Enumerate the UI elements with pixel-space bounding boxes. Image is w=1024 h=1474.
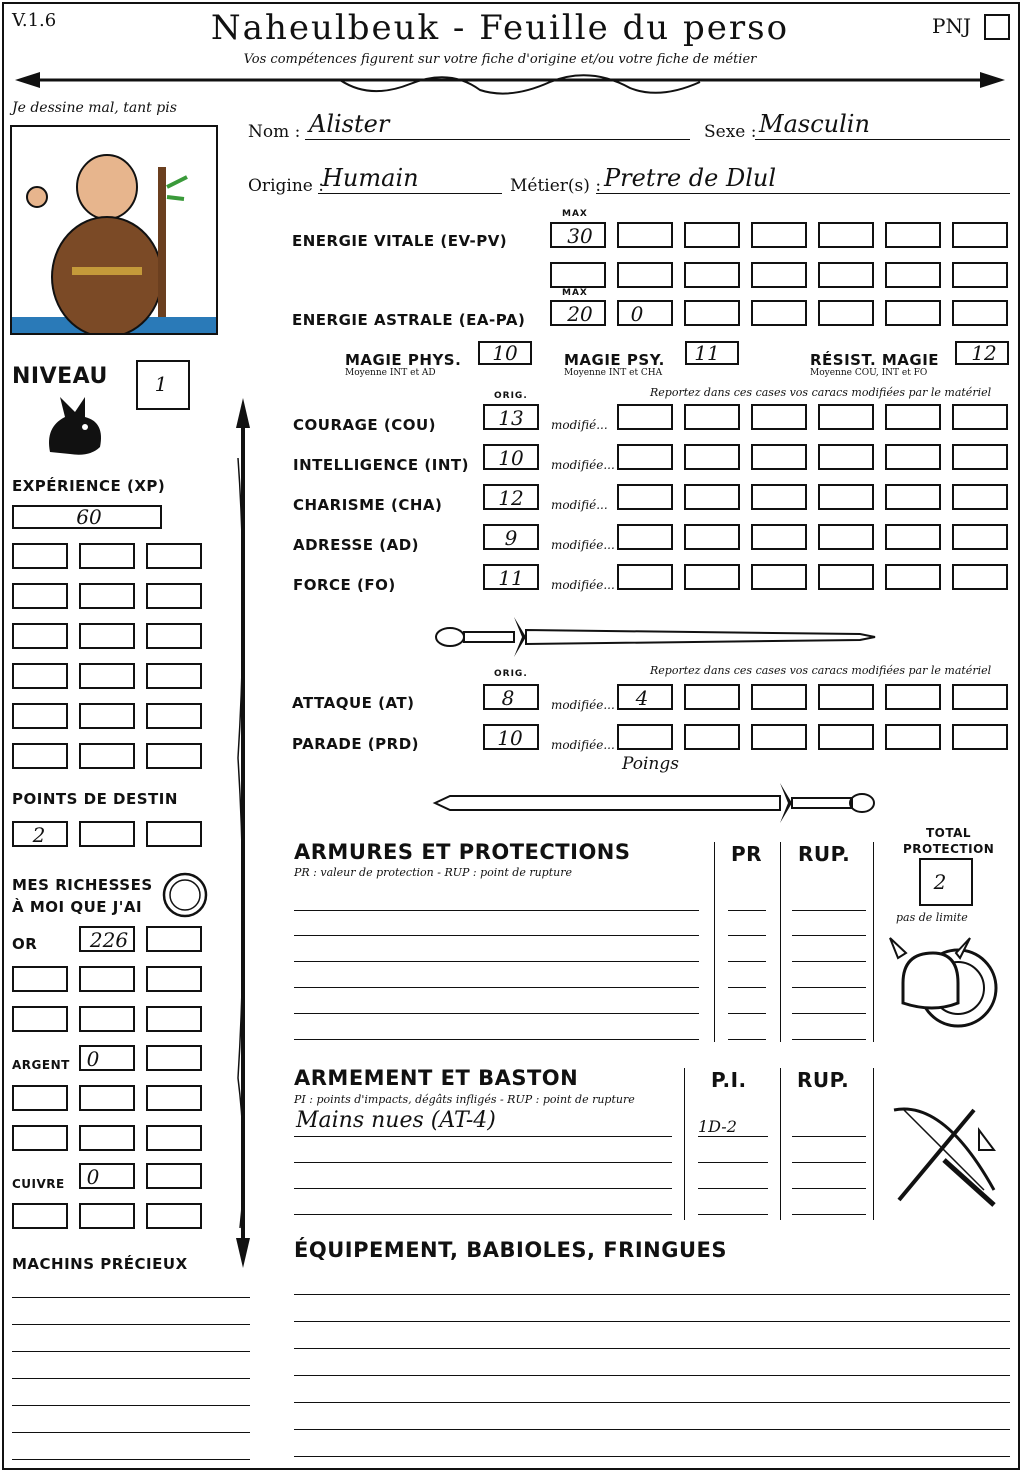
stat-mod-box[interactable] (818, 524, 874, 550)
magic-phys-value: 10 (492, 341, 518, 365)
parade-mod-box[interactable] (684, 724, 740, 750)
resist-magic-note: Moyenne COU, INT et FO (810, 368, 928, 378)
stat-mod-label: modifié... (551, 418, 608, 432)
stat-mod-box[interactable] (751, 564, 807, 590)
machins-line[interactable] (12, 1351, 250, 1352)
weapons-pi-header: P.I. (711, 1068, 747, 1092)
ev-box[interactable] (751, 222, 807, 248)
sword-icon (430, 778, 880, 828)
stat-mod-box[interactable] (885, 404, 941, 430)
stat-mod-label: modifiée... (551, 578, 615, 592)
parade-mod-box[interactable] (952, 724, 1008, 750)
stat-mod-box[interactable] (617, 404, 673, 430)
attack-mod-box[interactable] (885, 684, 941, 710)
stat-mod-box[interactable] (952, 444, 1008, 470)
argent-label: ARGENT (12, 1058, 70, 1072)
equipment-line[interactable] (294, 1348, 1010, 1349)
stat-mod-box[interactable] (617, 444, 673, 470)
money-box[interactable] (12, 1006, 68, 1032)
machins-label: MACHINS PRÉCIEUX (12, 1255, 188, 1273)
stat-mod-label: modifiée... (551, 538, 615, 552)
armor-line[interactable] (294, 910, 699, 911)
parade-mod-box[interactable] (818, 724, 874, 750)
stat-mod-box[interactable] (952, 564, 1008, 590)
ev-max-box[interactable] (550, 222, 606, 248)
stat-orig-box[interactable] (483, 564, 539, 590)
stat-orig-value: 10 (498, 446, 524, 470)
destin-value: 2 (32, 823, 46, 847)
portrait-frame (10, 125, 218, 335)
stat-mod-box[interactable] (818, 484, 874, 510)
stat-label: ADRESSE (AD) (293, 536, 420, 554)
xp-box[interactable] (79, 703, 135, 729)
stat-orig-box[interactable] (483, 524, 539, 550)
parade-mod-box[interactable] (885, 724, 941, 750)
portrait-caption: Je dessine mal, tant pis (12, 100, 177, 116)
stat-label: COURAGE (COU) (293, 416, 437, 434)
stat-mod-box[interactable] (818, 564, 874, 590)
stat-orig-box[interactable] (483, 484, 539, 510)
stat-mod-box[interactable] (684, 524, 740, 550)
magic-psy-note: Moyenne INT et CHA (564, 368, 663, 378)
name-label: Nom : (248, 122, 301, 142)
xp-box[interactable] (12, 543, 68, 569)
weapon-1-name: Mains nues (AT-4) (296, 1108, 496, 1133)
armor-pr-line[interactable] (728, 1039, 766, 1040)
armor-line[interactable] (294, 1039, 699, 1040)
parade-mod-box[interactable] (751, 724, 807, 750)
no-limit-note: pas de limite (896, 911, 968, 924)
machins-line[interactable] (12, 1324, 250, 1325)
attack-mod-box[interactable] (952, 684, 1008, 710)
or-value: 226 (89, 928, 129, 952)
ev-box[interactable] (550, 262, 606, 288)
xp-box[interactable] (12, 663, 68, 689)
stat-orig-value: 12 (498, 486, 524, 510)
ea-label: ENERGIE ASTRALE (EA-PA) (292, 311, 526, 329)
cuivre-box[interactable] (79, 1203, 135, 1229)
attack-orig-value: 8 (501, 686, 515, 710)
weapon-1-pi: 1D-2 (698, 1117, 737, 1136)
weapon-pi-line[interactable] (698, 1214, 768, 1215)
stat-mod-box[interactable] (885, 564, 941, 590)
stat-mod-box[interactable] (818, 444, 874, 470)
weapon-line[interactable] (294, 1136, 672, 1137)
equipment-line[interactable] (294, 1429, 1010, 1430)
destin-box[interactable] (79, 821, 135, 847)
poings-note: Poings (622, 754, 679, 774)
armor-pr-line[interactable] (728, 935, 766, 936)
weapon-pi-line[interactable] (698, 1188, 768, 1189)
attack-orig-box[interactable] (483, 684, 539, 710)
weapon-pi-line[interactable] (698, 1136, 768, 1137)
combat-report-note: Reportez dans ces cases vos caracs modifiées par le matériel (650, 664, 992, 677)
ev-box[interactable] (818, 262, 874, 288)
ea-max-box[interactable] (550, 300, 606, 326)
ea-box[interactable] (617, 300, 673, 326)
job-field[interactable] (596, 166, 1010, 194)
name-value: Alister (309, 110, 390, 138)
armor-line[interactable] (294, 961, 699, 962)
xp-box[interactable] (146, 703, 202, 729)
attack-mod-box[interactable] (818, 684, 874, 710)
equipment-line[interactable] (294, 1375, 1010, 1376)
xp-box[interactable] (146, 663, 202, 689)
ea-box[interactable] (885, 300, 941, 326)
xp-box[interactable] (79, 543, 135, 569)
armor-divider (873, 842, 874, 1042)
armor-line[interactable] (294, 935, 699, 936)
xp-box[interactable] (146, 743, 202, 769)
armor-rup-line[interactable] (792, 935, 866, 936)
equipment-title: ÉQUIPEMENT, BABIOLES, FRINGUES (294, 1238, 727, 1262)
weapons-rup-header: RUP. (797, 1068, 850, 1092)
cuivre-label: CUIVRE (12, 1177, 65, 1191)
sex-value: Masculin (759, 110, 870, 138)
subtitle: Vos compétences figurent sur votre fiche d'origine et/ou votre fiche de métier (243, 52, 757, 67)
ev-max-value: 30 (567, 224, 593, 248)
money-box[interactable] (12, 1125, 68, 1151)
magic-psy-label: MAGIE PSY. (564, 351, 665, 369)
weapon-line[interactable] (294, 1188, 672, 1189)
stat-mod-box[interactable] (684, 444, 740, 470)
equipment-line[interactable] (294, 1294, 1010, 1295)
ev-box[interactable] (684, 262, 740, 288)
or-box[interactable] (79, 926, 135, 952)
weapons-divider (684, 1068, 685, 1220)
sex-field[interactable] (755, 112, 1010, 140)
cuivre-box[interactable] (12, 1203, 68, 1229)
weapon-pi-line[interactable] (698, 1162, 768, 1163)
argent-value: 0 (86, 1047, 100, 1071)
ea-max-label: MAX (562, 288, 588, 298)
money-box[interactable] (79, 1006, 135, 1032)
stat-label: INTELLIGENCE (INT) (293, 456, 469, 474)
magic-phys-label: MAGIE PHYS. (345, 351, 462, 369)
origin-value: Humain (322, 164, 419, 192)
machins-line[interactable] (12, 1297, 250, 1298)
equipment-line[interactable] (294, 1402, 1010, 1403)
total-protection-box[interactable] (919, 858, 973, 906)
armor-title: ARMURES ET PROTECTIONS (294, 840, 631, 864)
attack-mod-value: 4 (635, 686, 649, 710)
npc-label: PNJ (932, 14, 971, 38)
stat-mod-box[interactable] (684, 404, 740, 430)
xp-box[interactable] (12, 623, 68, 649)
weapon-line[interactable] (294, 1214, 672, 1215)
version-label: V.1.6 (12, 10, 57, 31)
stat-mod-box[interactable] (952, 524, 1008, 550)
stat-mod-box[interactable] (617, 524, 673, 550)
ev-box[interactable] (751, 262, 807, 288)
or-box[interactable] (146, 926, 202, 952)
weapon-line[interactable] (294, 1162, 672, 1163)
xp-box[interactable] (12, 743, 68, 769)
stat-mod-box[interactable] (818, 404, 874, 430)
armor-line[interactable] (294, 1013, 699, 1014)
magic-phys-note: Moyenne INT et AD (345, 368, 436, 378)
weapon-rup-line[interactable] (792, 1214, 866, 1215)
ev-box[interactable] (617, 222, 673, 248)
ev-box[interactable] (952, 222, 1008, 248)
ea-box[interactable] (684, 300, 740, 326)
richesses-label-2: À MOI QUE J'AI (12, 898, 143, 916)
dragon-icon (40, 392, 110, 462)
armor-pr-header: PR (731, 842, 763, 866)
ev-box[interactable] (684, 222, 740, 248)
stat-mod-label: modifiée... (551, 458, 615, 472)
machins-line[interactable] (12, 1459, 250, 1460)
npc-checkbox[interactable] (984, 14, 1010, 40)
job-value: Pretre de Dlul (604, 164, 777, 192)
money-box[interactable] (79, 1125, 135, 1151)
job-label: Métier(s) : (510, 176, 602, 196)
parade-orig-value: 10 (497, 726, 523, 750)
stat-mod-box[interactable] (751, 524, 807, 550)
monk-portrait-icon (12, 127, 216, 333)
armor-rup-header: RUP. (798, 842, 851, 866)
money-box[interactable] (12, 1085, 68, 1111)
sex-label: Sexe : (704, 122, 757, 142)
armor-pr-line[interactable] (728, 961, 766, 962)
armor-rup-line[interactable] (792, 1039, 866, 1040)
armor-divider (780, 842, 781, 1042)
page-title: Naheulbeuk - Feuille du perso (210, 8, 790, 48)
ea-current-value: 0 (630, 302, 644, 326)
parade-mod-box[interactable] (617, 724, 673, 750)
destin-box[interactable] (12, 821, 68, 847)
money-box[interactable] (146, 1125, 202, 1151)
stat-mod-box[interactable] (617, 564, 673, 590)
weapon-rup-line[interactable] (792, 1136, 866, 1137)
stat-mod-box[interactable] (885, 524, 941, 550)
ev-box[interactable] (885, 222, 941, 248)
or-label: OR (12, 935, 38, 953)
total-protection-label-2: PROTECTION (903, 842, 995, 856)
xp-box[interactable] (79, 583, 135, 609)
stat-mod-box[interactable] (617, 484, 673, 510)
sword-icon (430, 612, 880, 662)
ea-box[interactable] (751, 300, 807, 326)
stat-mod-box[interactable] (751, 404, 807, 430)
ev-label: ENERGIE VITALE (EV-PV) (292, 232, 508, 250)
cuivre-value: 0 (86, 1165, 100, 1189)
weapons-icon (884, 1090, 1004, 1220)
argent-box[interactable] (146, 1045, 202, 1071)
destin-label: POINTS DE DESTIN (12, 790, 178, 808)
stat-mod-box[interactable] (885, 444, 941, 470)
origin-field[interactable] (318, 166, 502, 194)
spear-icon (228, 398, 258, 1268)
magic-psy-box[interactable] (685, 341, 739, 365)
xp-box[interactable] (12, 505, 162, 529)
money-box[interactable] (12, 966, 68, 992)
resist-magic-label: RÉSIST. MAGIE (810, 351, 940, 369)
armor-note: PR : valeur de protection - RUP : point de rupture (294, 866, 572, 879)
resist-magic-value: 12 (971, 341, 997, 365)
attack-mod-label: modifiée... (551, 698, 615, 712)
armor-rup-line[interactable] (792, 987, 866, 988)
magic-phys-box[interactable] (478, 341, 532, 365)
machins-line[interactable] (12, 1432, 250, 1433)
weapons-note: PI : points d'impacts, dégâts infligés - RUP : point de rupture (294, 1093, 635, 1106)
xp-box[interactable] (146, 623, 202, 649)
spear-divider-icon (10, 62, 1010, 102)
stat-mod-label: modifié... (551, 498, 608, 512)
money-box[interactable] (146, 1006, 202, 1032)
machins-line[interactable] (12, 1378, 250, 1379)
xp-value: 60 (76, 505, 102, 529)
money-box[interactable] (146, 966, 202, 992)
ea-box[interactable] (818, 300, 874, 326)
xp-box[interactable] (146, 543, 202, 569)
stat-mod-box[interactable] (684, 484, 740, 510)
stats-orig-label: ORIG. (494, 391, 528, 401)
stat-mod-box[interactable] (751, 444, 807, 470)
cuivre-box[interactable] (146, 1163, 202, 1189)
stat-orig-box[interactable] (483, 444, 539, 470)
weapon-rup-line[interactable] (792, 1188, 866, 1189)
origin-label: Origine : (248, 176, 324, 196)
resist-magic-box[interactable] (955, 341, 1009, 365)
money-box[interactable] (79, 1085, 135, 1111)
parade-label: PARADE (PRD) (292, 735, 420, 753)
armor-rup-line[interactable] (792, 961, 866, 962)
xp-box[interactable] (79, 743, 135, 769)
stat-mod-box[interactable] (885, 484, 941, 510)
weapon-rup-line[interactable] (792, 1162, 866, 1163)
cuivre-box[interactable] (79, 1163, 135, 1189)
attack-label: ATTAQUE (AT) (292, 694, 415, 712)
armor-pr-line[interactable] (728, 1013, 766, 1014)
cuivre-box[interactable] (146, 1203, 202, 1229)
niveau-value: 1 (154, 372, 168, 396)
total-protection-label-1: TOTAL (926, 826, 972, 840)
stat-orig-value: 13 (498, 406, 524, 430)
stat-label: FORCE (FO) (293, 576, 396, 594)
equipment-line[interactable] (294, 1321, 1010, 1322)
magic-psy-value: 11 (694, 341, 720, 365)
attack-mod-box[interactable] (751, 684, 807, 710)
xp-box[interactable] (12, 703, 68, 729)
richesses-label-1: MES RICHESSES (12, 876, 153, 894)
ea-box[interactable] (952, 300, 1008, 326)
ev-box[interactable] (617, 262, 673, 288)
xp-box[interactable] (146, 583, 202, 609)
stat-mod-box[interactable] (684, 564, 740, 590)
name-field[interactable] (305, 112, 690, 140)
ev-box[interactable] (885, 262, 941, 288)
argent-box[interactable] (79, 1045, 135, 1071)
money-box[interactable] (146, 1085, 202, 1111)
stat-mod-box[interactable] (751, 484, 807, 510)
armor-divider (714, 842, 715, 1042)
stat-mod-box[interactable] (952, 484, 1008, 510)
stat-orig-value: 9 (504, 526, 518, 550)
money-box[interactable] (79, 966, 135, 992)
attack-mod-box[interactable] (684, 684, 740, 710)
ev-box[interactable] (952, 262, 1008, 288)
destin-box[interactable] (146, 821, 202, 847)
niveau-label: NIVEAU (12, 364, 108, 389)
equipment-line[interactable] (294, 1456, 1010, 1457)
xp-box[interactable] (12, 583, 68, 609)
stat-orig-value: 11 (498, 566, 524, 590)
parade-orig-box[interactable] (483, 724, 539, 750)
xp-box[interactable] (79, 663, 135, 689)
ev-box[interactable] (818, 222, 874, 248)
armor-line[interactable] (294, 987, 699, 988)
stat-label: CHARISME (CHA) (293, 496, 443, 514)
weapons-divider (780, 1068, 781, 1220)
niveau-box[interactable] (136, 360, 190, 410)
xp-label: EXPÉRIENCE (XP) (12, 477, 166, 495)
machins-line[interactable] (12, 1405, 250, 1406)
stat-orig-box[interactable] (483, 404, 539, 430)
stat-mod-box[interactable] (952, 404, 1008, 430)
coin-icon (160, 870, 210, 920)
stats-report-note: Reportez dans ces cases vos caracs modifiées par le matériel (650, 386, 992, 399)
armor-pr-line[interactable] (728, 987, 766, 988)
armor-rup-line[interactable] (792, 910, 866, 911)
ea-max-value: 20 (567, 302, 593, 326)
armor-pr-line[interactable] (728, 910, 766, 911)
attack-mod-box[interactable] (617, 684, 673, 710)
armor-rup-line[interactable] (792, 1013, 866, 1014)
combat-orig-label: ORIG. (494, 669, 528, 679)
ev-max-label: MAX (562, 209, 588, 219)
weapons-title: ARMEMENT ET BASTON (294, 1066, 579, 1090)
parade-mod-label: modifiée... (551, 738, 615, 752)
total-protection-value: 2 (933, 870, 947, 894)
weapons-divider (873, 1068, 874, 1220)
helmet-shield-icon (888, 928, 1008, 1038)
xp-box[interactable] (79, 623, 135, 649)
